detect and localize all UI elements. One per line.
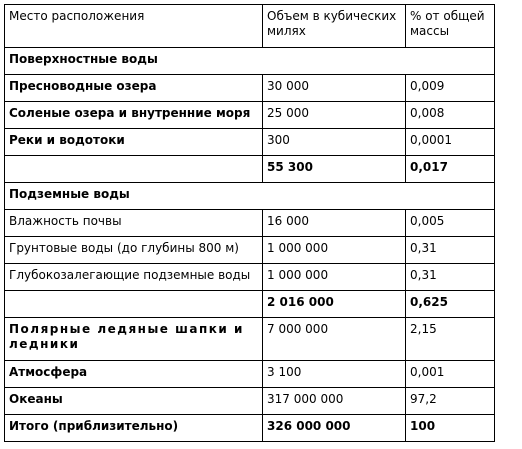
- subtotal-percent: 0,625: [406, 291, 495, 318]
- subtotal-row-surface: [5, 156, 495, 183]
- cell-percent: 0,005: [406, 210, 495, 237]
- cell-percent: 0,009: [406, 75, 495, 102]
- table-row: [5, 388, 495, 415]
- section-row-ground: [5, 183, 495, 210]
- header-row: [5, 5, 495, 48]
- cell-name: Океаны: [5, 388, 263, 415]
- cell-name: Полярные ледяные шапки и ледники: [5, 318, 263, 361]
- cell-name: Атмосфера: [5, 361, 263, 388]
- subtotal-percent: 0,017: [406, 156, 495, 183]
- cell-name: Глубокозалегающие подземные воды: [5, 264, 263, 291]
- cell-volume: 317 000 000: [263, 388, 406, 415]
- cell-percent: 0,31: [406, 264, 495, 291]
- cell-volume: 30 000: [263, 75, 406, 102]
- cell-empty: [5, 291, 263, 318]
- table-row: [5, 129, 495, 156]
- section-row-surface: [5, 48, 495, 75]
- table-row: [5, 318, 495, 361]
- cell-empty: [5, 156, 263, 183]
- cell-name: Реки и водотоки: [5, 129, 263, 156]
- cell-percent: 0,31: [406, 237, 495, 264]
- cell-volume: 25 000: [263, 102, 406, 129]
- cell-volume: 7 000 000: [263, 318, 406, 361]
- header-percent: % от общей массы: [406, 5, 495, 48]
- cell-volume: 16 000: [263, 210, 406, 237]
- cell-percent: 97,2: [406, 388, 495, 415]
- cell-percent: 0,0001: [406, 129, 495, 156]
- cell-volume: 1 000 000: [263, 237, 406, 264]
- cell-percent: 2,15: [406, 318, 495, 361]
- section-title-surface: Поверхностные воды: [5, 48, 495, 75]
- table-row: [5, 361, 495, 388]
- cell-volume: 3 100: [263, 361, 406, 388]
- header-volume: Объем в кубических милях: [263, 5, 406, 48]
- grand-total-row: [5, 415, 495, 442]
- cell-volume: 1 000 000: [263, 264, 406, 291]
- cell-name: Грунтовые воды (до глубины 800 м): [5, 237, 263, 264]
- grand-total-percent: 100: [406, 415, 495, 442]
- cell-percent: 0,008: [406, 102, 495, 129]
- table-row: [5, 237, 495, 264]
- table-row: [5, 264, 495, 291]
- water-distribution-table: [4, 4, 495, 442]
- grand-total-volume: 326 000 000: [263, 415, 406, 442]
- grand-total-label: Итого (приблизительно): [5, 415, 263, 442]
- cell-name: Влажность почвы: [5, 210, 263, 237]
- section-title-ground: Подземные воды: [5, 183, 495, 210]
- cell-percent: 0,001: [406, 361, 495, 388]
- subtotal-row-ground: [5, 291, 495, 318]
- cell-name: Соленые озера и внутренние моря: [5, 102, 263, 129]
- header-location: Место расположения: [5, 5, 263, 48]
- table-row: [5, 75, 495, 102]
- cell-name: Пресноводные озера: [5, 75, 263, 102]
- subtotal-volume: 55 300: [263, 156, 406, 183]
- cell-volume: 300: [263, 129, 406, 156]
- subtotal-volume: 2 016 000: [263, 291, 406, 318]
- table-row: [5, 102, 495, 129]
- table-row: [5, 210, 495, 237]
